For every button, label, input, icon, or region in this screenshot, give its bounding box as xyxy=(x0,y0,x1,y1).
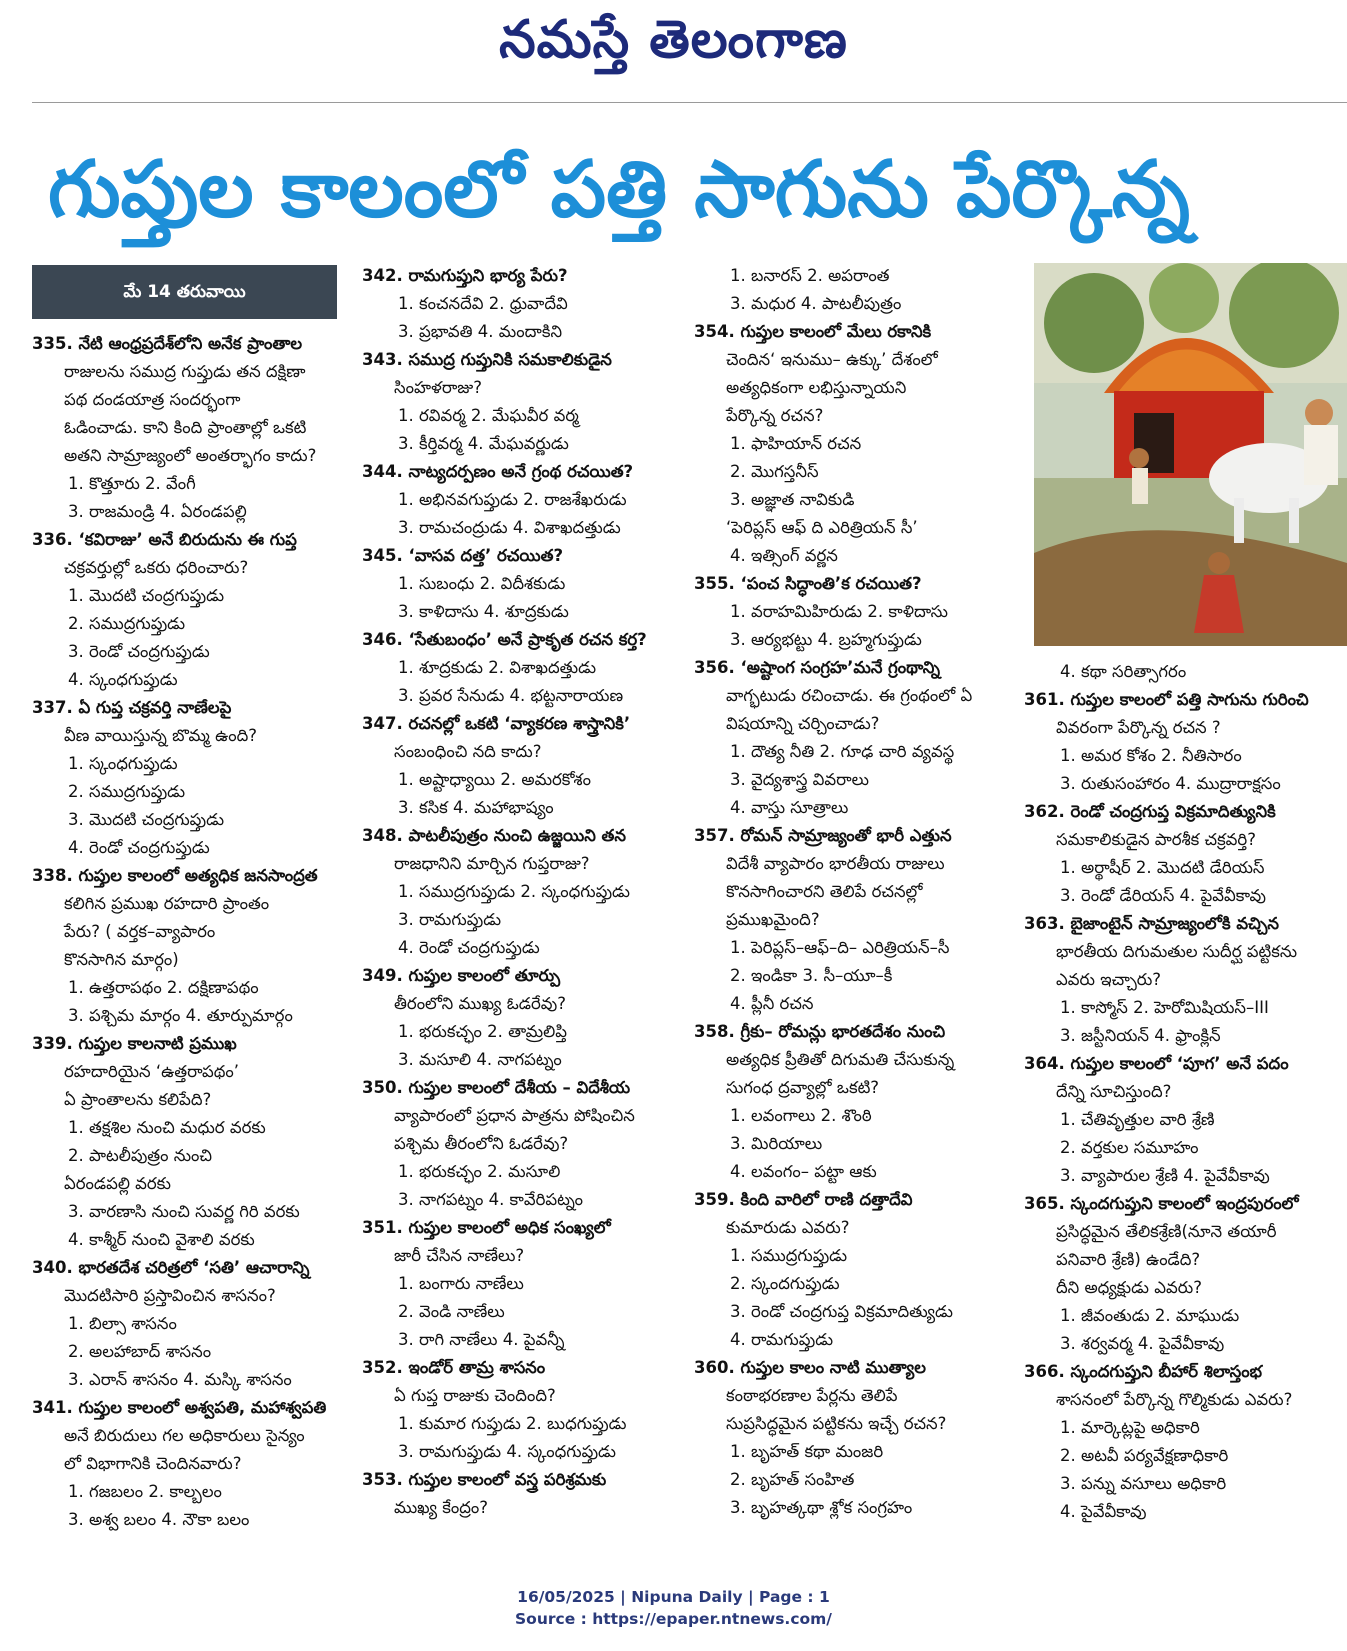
question-continuation: సింహళరాజు? xyxy=(394,378,483,397)
question-continuation: రాజధానిని మార్చిన గుప్తరాజు? xyxy=(394,854,590,873)
answer-option: 1. పెరిప్లస్–ఆఫ్–ది– ఎరిత్రియన్–సీ xyxy=(730,938,950,957)
question-text: 360. గుప్తుల కాలం నాటి ముత్యాల xyxy=(694,1358,926,1377)
question-text: 341. గుప్తుల కాలంలో అశ్వపతి, మహాశ్వపతి xyxy=(32,1398,327,1417)
answer-option: 1. మార్కెట్లపై అధికారి xyxy=(1060,1418,1200,1437)
answer-option: 3. రాగి నాణేలు 4. పైవన్నీ xyxy=(398,1330,565,1349)
question-continuation: ‘పెరిప్లస్ ఆఫ్ ది ఎరిత్రియన్ సీ’ xyxy=(726,518,918,537)
column-2 xyxy=(362,262,672,1522)
answer-option: 4. వాస్తు సూత్రాలు xyxy=(730,798,849,817)
headline: గుప్తుల కాలంలో పత్తి సాగును పేర్కొన్న xyxy=(48,145,1190,235)
question-text: 347. రచనల్లో ఒకటి ‘వ్యాకరణ శాస్త్రానికి’ xyxy=(362,714,631,733)
question-continuation: సుప్రసిద్ధమైన పట్టికను ఇచ్చే రచన? xyxy=(726,1414,947,1433)
answer-option: 4. రెండో చంద్రగుప్తుడు xyxy=(68,838,210,857)
answer-option: 3. రుతుసంహారం 4. ముద్రారాక్షసం xyxy=(1060,774,1281,793)
question-text: 339. గుప్తుల కాలనాటి ప్రముఖ xyxy=(32,1034,237,1053)
question-continuation: వాగ్భటుడు రచించాడు. ఈ గ్రంథంలో ఏ xyxy=(726,686,973,705)
masthead-logo: నమస్తే తెలంగాణ xyxy=(499,10,848,70)
answer-option: 3. పశ్చిమ మార్గం 4. తూర్పుమార్గం xyxy=(68,1006,293,1025)
question-continuation: మొదటిసారి ప్రస్తావించిన శాసనం? xyxy=(64,1286,276,1305)
question-continuation: కుమారుడు ఎవరు? xyxy=(726,1218,850,1237)
question-continuation: విషయాన్ని చర్చించాడు? xyxy=(726,714,880,733)
footer xyxy=(0,1586,1347,1630)
answer-option: 3. రాజమండ్రి 4. ఏరండపల్లి xyxy=(68,502,247,521)
answer-option: 3. ప్రవర సేనుడు 4. భట్టనారాయణ xyxy=(398,686,624,705)
question-continuation: భారతీయ దిగుమతుల సుదీర్ఘ పట్టికను xyxy=(1056,942,1298,961)
masthead xyxy=(0,0,1347,90)
question-continuation: అతని సామ్రాజ్యంలో అంతర్భాగం కాదు? xyxy=(64,446,317,465)
answer-option: 3. వ్యాపారుల శ్రేణి 4. పైవేవీకావు xyxy=(1060,1166,1270,1185)
question-text: 337. ఏ గుప్త చక్రవర్తి నాణేలపై xyxy=(32,698,232,717)
answer-option: 3. నాగపట్నం 4. కావేరిపట్నం xyxy=(398,1190,583,1209)
answer-option: 2. మొగస్తనీస్ xyxy=(730,462,819,481)
question-continuation: రాజులను సముద్ర గుప్తుడు తన దక్షిణా xyxy=(64,362,306,381)
answer-option: 3. మధుర 4. పాటలీపుత్రం xyxy=(730,294,902,313)
answer-option: 3. ఎరాన్ శాసనం 4. మస్కి శాసనం xyxy=(68,1370,292,1389)
answer-option: 2. స్కందగుప్తుడు xyxy=(730,1274,840,1293)
answer-option: 2. అటవీ పర్యవేక్షణాధికారి xyxy=(1060,1446,1229,1465)
question-continuation: వీణ వాయిస్తున్న బొమ్మ ఉంది? xyxy=(64,726,258,745)
question-text: 361. గుప్తుల కాలంలో పత్తి సాగును గురించి xyxy=(1024,690,1309,709)
answer-option: 3. రామగుప్తుడు xyxy=(398,910,502,929)
answer-option: 1. జీవంతుడు 2. మాఘుడు xyxy=(1060,1306,1240,1325)
answer-option: 3. బృహత్కథా శ్లోక సంగ్రహం xyxy=(730,1498,913,1517)
question-continuation: ఏ గుప్త రాజుకు చెందింది? xyxy=(394,1386,556,1405)
answer-option: 2. సముద్రగుప్తుడు xyxy=(68,782,186,801)
answer-option: 4. ఇత్సింగ్ వర్ణన xyxy=(730,546,838,565)
answer-option: 3. జస్టీనియన్ 4. ఫ్రాంక్లిన్ xyxy=(1060,1026,1221,1045)
answer-option: 4. కథా సరిత్సాగరం xyxy=(1060,662,1187,681)
question-text: 344. నాట్యదర్పణం అనే గ్రంథ రచయిత? xyxy=(362,462,634,481)
question-continuation: పశ్చిమ తీరంలోని ఓడరేవు? xyxy=(394,1134,569,1153)
question-text: 351. గుప్తుల కాలంలో అధిక సంఖ్యలో xyxy=(362,1218,611,1237)
question-continuation: ముఖ్య కేంద్రం? xyxy=(394,1498,488,1517)
answer-option: 1. కుమార గుప్తుడు 2. బుధగుప్తుడు xyxy=(398,1414,627,1433)
answer-option: 1. గజబలం 2. కాల్బలం xyxy=(68,1482,222,1501)
answer-option: 1. సముద్రగుప్తుడు xyxy=(730,1246,848,1265)
answer-option: 3. రెండో చంద్రగుప్తుడు xyxy=(68,642,210,661)
question-text: 350. గుప్తుల కాలంలో దేశీయ – విదేశీయ xyxy=(362,1078,631,1097)
answer-option: 1. వరాహమిహిరుడు 2. కాళిదాసు xyxy=(730,602,948,621)
answer-option: 3. కసిక 4. మహాభాష్యం xyxy=(398,798,554,817)
question-text: 355. ‘పంచ సిద్ధాంతి’క రచయిత? xyxy=(694,574,922,593)
question-text: 342. రామగుప్తుని భార్య పేరు? xyxy=(362,266,568,285)
question-text: 336. ‘కవిరాజు’ అనే బిరుదును ఈ గుప్త xyxy=(32,530,297,549)
answer-option: 3. రామగుప్తుడు 4. స్కంధగుప్తుడు xyxy=(398,1442,616,1461)
answer-option: 1. దౌత్య నీతి 2. గూఢ చారి వ్యవస్థ xyxy=(730,742,955,761)
question-continuation: కొనసాగించారని తెలిపే రచనల్లో xyxy=(726,882,923,901)
question-continuation: కొనసాగిన మార్గం) xyxy=(64,950,179,969)
question-continuation: సంబంధించి నది కాదు? xyxy=(394,742,542,761)
answer-option: 1. చేతివృత్తుల వారి శ్రేణి xyxy=(1060,1110,1215,1129)
question-text: 357. రోమన్ సామ్రాజ్యంతో భారీ ఎత్తున xyxy=(694,826,952,845)
question-text: 349. గుప్తుల కాలంలో తూర్పు xyxy=(362,966,561,985)
answer-option: 4. పైవేవీకావు xyxy=(1060,1502,1147,1521)
footer-source-line: Source : https://epaper.ntnews.com/ xyxy=(515,1610,832,1628)
question-text: 340. భారతదేశ చరిత్రలో ‘సతి’ ఆచారాన్ని xyxy=(32,1258,310,1277)
question-text: 358. గ్రీకు– రోమన్లు భారతదేశం నుంచి xyxy=(694,1022,946,1041)
answer-option: 4. లవంగం– పట్టా ఆకు xyxy=(730,1162,877,1181)
question-text: 356. ‘అష్టాంగ సంగ్రహ’మనే గ్రంథాన్ని xyxy=(694,658,940,677)
question-continuation: సుగంధ ద్రవ్యాల్లో ఒకటి? xyxy=(726,1078,880,1097)
question-continuation: పథ దండయాత్ర సందర్భంగా xyxy=(64,390,241,409)
answer-option: 1. మొదటి చంద్రగుప్తుడు xyxy=(68,586,225,605)
answer-option: 2. సముద్రగుప్తుడు xyxy=(68,614,186,633)
question-continuation: విదేశీ వ్యాపారం భారతీయ రాజులు xyxy=(726,854,945,873)
answer-option: 1. కంచనదేవి 2. ధ్రువాదేవి xyxy=(398,294,568,313)
question-continuation: చెందిన‘ ఇనుము– ఉక్కు’ దేశంలో xyxy=(726,350,938,369)
question-text: 366. స్కందగుప్తుని బీహార్ శిలాస్తంభ xyxy=(1024,1362,1262,1381)
answer-option: 1. కొత్తూరు 2. వేంగీ xyxy=(68,474,196,493)
answer-option: 1. సుబంధు 2. విదీశకుడు xyxy=(398,574,566,593)
answer-option: 2. ఇండికా 3. సీ–యూ–కీ xyxy=(730,966,893,985)
question-text: 348. పాటలీపుత్రం నుంచి ఉజ్జయిని తన xyxy=(362,826,626,845)
answer-option: 1. బంగారు నాణేలు xyxy=(398,1274,524,1293)
answer-option: 3. ఆర్యభట్టు 4. బ్రహ్మగుప్తుడు xyxy=(730,630,922,649)
question-continuation: పనివారి శ్రేణి) ఉండేది? xyxy=(1056,1250,1201,1269)
question-text: 345. ‘వాసవ దత్త’ రచయిత? xyxy=(362,546,564,565)
answer-option: 3. రెండో చంద్రగుప్త విక్రమాదిత్యుడు xyxy=(730,1302,953,1321)
answer-option: 3. అజ్ఞాత నావికుడి xyxy=(730,490,855,509)
answer-option: 1. బనారస్ 2. అపరాంత xyxy=(730,266,890,285)
question-text: 353. గుప్తుల కాలంలో వస్త్ర పరిశ్రమకు xyxy=(362,1470,607,1489)
question-continuation: కంఠాభరణాల పేర్లను తెలిపే xyxy=(726,1386,898,1405)
answer-option: 4. రామగుప్తుడు xyxy=(730,1330,834,1349)
answer-option: 3. వైద్యశాస్త్ర వివరాలు xyxy=(730,770,870,789)
answer-option: 3. మసూలి 4. నాగపట్నం xyxy=(398,1050,562,1069)
answer-option: 3. రామచంద్రుడు 4. విశాఖదత్తుడు xyxy=(398,518,621,537)
answer-option: 4. రెండో చంద్రగుప్తుడు xyxy=(398,938,540,957)
answer-option: 4. స్కంధగుప్తుడు xyxy=(68,670,178,689)
answer-option: 1. భరుకచ్ఛం 2. తామ్రలిప్తి xyxy=(398,1022,567,1041)
answer-option: 1. లవంగాలు 2. శొంఠి xyxy=(730,1106,872,1125)
answer-option: 1. శూద్రకుడు 2. విశాఖదత్తుడు xyxy=(398,658,597,677)
answer-option: 3. శర్వవర్మ 4. పైవేవీకావు xyxy=(1060,1334,1225,1353)
question-continuation: ఓడించాడు. కాని కింది ప్రాంతాల్లో ఒకటి xyxy=(64,418,307,437)
answer-option: 1. ఉత్తరాపథం 2. దక్షిణాపథం xyxy=(68,978,259,997)
question-continuation: అత్యధికంగా లభిస్తున్నాయని xyxy=(726,378,907,397)
question-continuation: దేన్ని సూచిస్తుంది? xyxy=(1056,1082,1172,1101)
question-text: 335. నేటి ఆంధ్రప్రదేశ్‌లోని అనేక ప్రాంతాల xyxy=(32,334,303,353)
answer-option: 1. తక్షశిల నుంచి మధుర వరకు xyxy=(68,1118,266,1137)
column-4 xyxy=(1024,658,1344,1526)
answer-option: 2. పాటలీపుత్రం నుంచి xyxy=(68,1146,213,1165)
answer-option: 1. అర్థాషీర్ 2. మొదటి డేరియస్ xyxy=(1060,858,1265,877)
question-text: 352. ఇండోర్ తామ్ర శాసనం xyxy=(362,1358,546,1377)
question-continuation: జారీ చేసిన నాణేలు? xyxy=(394,1246,525,1265)
question-continuation: శాసనంలో పేర్కొన్న గొల్మికుడు ఎవరు? xyxy=(1056,1390,1293,1409)
question-continuation: ప్రసిద్ధమైన తేలికశ్రేణి(నూనె తయారీ xyxy=(1056,1222,1277,1241)
answer-option: 3. మిరియాలు xyxy=(730,1134,823,1153)
answer-option: 3. కీర్తివర్మ 4. మేఘవర్ణుడు xyxy=(398,434,569,453)
answer-option: 2. బృహత్ సంహిత xyxy=(730,1470,855,1489)
question-continuation: అనే బిరుదులు గల అధికారులు సైన్యం xyxy=(64,1426,305,1445)
answer-option: 3. వారణాసి నుంచి సువర్ణ గిరి వరకు xyxy=(68,1202,300,1221)
question-text: 362. రెండో చంద్రగుప్త విక్రమాదిత్యునికి xyxy=(1024,802,1276,821)
question-continuation: ఏరండపల్లి వరకు xyxy=(64,1174,172,1193)
question-continuation: పేర్కొన్న రచన? xyxy=(726,406,824,425)
question-continuation: ప్రముఖమైంది? xyxy=(726,910,820,929)
answer-option: 4. ప్లీనీ రచన xyxy=(730,994,814,1013)
answer-option: 4. కాశ్మీర్ నుంచి వైశాలి వరకు xyxy=(68,1230,255,1249)
question-continuation: వ్యాపారంలో ప్రధాన పాత్రను పోషించిన xyxy=(394,1106,635,1125)
answer-option: 1. బిల్సా శాసనం xyxy=(68,1314,177,1333)
question-continuation: దీని అధ్యక్షుడు ఎవరు? xyxy=(1056,1278,1202,1297)
answer-option: 1. అష్టాధ్యాయి 2. అమరకోశం xyxy=(398,770,591,789)
answer-option: 3. అశ్వ బలం 4. నౌకా బలం xyxy=(68,1510,250,1529)
answer-option: 3. మొదటి చంద్రగుప్తుడు xyxy=(68,810,225,829)
question-continuation: కలిగిన ప్రముఖ రహదారి ప్రాంతం xyxy=(64,894,270,913)
question-text: 338. గుప్తుల కాలంలో అత్యధిక జనసాంద్రత xyxy=(32,866,318,885)
illustration-image xyxy=(1034,263,1347,646)
question-text: 343. సముద్ర గుప్తునికి సమకాలికుడైన xyxy=(362,350,612,369)
answer-option: 3. కాళిదాసు 4. శూద్రకుడు xyxy=(398,602,569,621)
question-continuation: ఎవరు ఇచ్చారు? xyxy=(1056,970,1162,989)
answer-option: 2. అలహాబాద్ శాసనం xyxy=(68,1342,212,1361)
column-3 xyxy=(694,262,1012,1522)
question-continuation: రహదారియైన ‘ఉత్తరాపథం’ xyxy=(64,1062,240,1081)
question-text: 354. గుప్తుల కాలంలో మేలు రకానికి xyxy=(694,322,932,341)
answer-option: 2. వర్తకుల సమూహం xyxy=(1060,1138,1199,1157)
answer-option: 1. స్కంధగుప్తుడు xyxy=(68,754,178,773)
question-continuation: పేరు? ( వర్తక–వ్యాపారం xyxy=(64,922,216,941)
answer-option: 1. రవివర్మ 2. మేఘవీర వర్మ xyxy=(398,406,579,425)
question-text: 359. కింది వారిలో రాణి దత్తాదేవి xyxy=(694,1190,913,1209)
village-painting-icon xyxy=(1034,263,1347,646)
answer-option: 3. పన్ను వసూలు అధికారి xyxy=(1060,1474,1227,1493)
answer-option: 2. వెండి నాణేలు xyxy=(398,1302,505,1321)
question-continuation: అత్యధిక ప్రీతితో దిగుమతి చేసుకున్న xyxy=(726,1050,955,1069)
question-continuation: చక్రవర్తుల్లో ఒకరు ధరించారు? xyxy=(64,558,249,577)
answer-option: 3. రెండో డేరియస్ 4. పైవేవీకావు xyxy=(1060,886,1266,905)
answer-option: 1. సముద్రగుప్తుడు 2. స్కంధగుప్తుడు xyxy=(398,882,630,901)
answer-option: 1. బృహత్ కథా మంజరి xyxy=(730,1442,884,1461)
question-continuation: లో విభాగానికి చెందినవారు? xyxy=(64,1454,242,1473)
answer-option: 1. కాస్మోస్ 2. హెరోమిషియస్–III xyxy=(1060,998,1269,1017)
question-text: 363. బైజాంటైన్ సామ్రాజ్యంలోకి వచ్చిన xyxy=(1024,914,1279,933)
answer-option: 1. అభినవగుప్తుడు 2. రాజశేఖరుడు xyxy=(398,490,627,509)
masthead-divider xyxy=(32,102,1347,103)
question-continuation: సమకాలికుడైన పారశీక చక్రవర్తి? xyxy=(1056,830,1256,849)
question-continuation: ఏ ప్రాంతాలను కలిపేది? xyxy=(64,1090,212,1109)
question-text: 365. స్కందగుప్తుని కాలంలో ఇంద్రపురంలో xyxy=(1024,1194,1299,1213)
answer-option: 3. ప్రభావతి 4. మందాకిని xyxy=(398,322,563,341)
question-text: 346. ‘సేతుబంధం’ అనే ప్రాకృత రచన కర్త? xyxy=(362,630,647,649)
question-continuation: తీరంలోని ముఖ్య ఓడరేవు? xyxy=(394,994,566,1013)
answer-option: 1. భరుకచ్ఛం 2. మసూలి xyxy=(398,1162,561,1181)
answer-option: 1. ఫాహియాన్ రచన xyxy=(730,434,862,453)
question-text: 364. గుప్తుల కాలంలో ‘పూగ’ అనే పదం xyxy=(1024,1054,1289,1073)
footer-date-line: 16/05/2025 | Nipuna Daily | Page : 1 xyxy=(517,1588,830,1606)
column-1 xyxy=(32,330,342,1534)
question-continuation: వివరంగా పేర్కొన్న రచన ? xyxy=(1056,718,1221,737)
continuation-banner: మే 14 తరువాయి xyxy=(32,265,337,319)
answer-option: 1. అమర కోశం 2. నీతిసారం xyxy=(1060,746,1242,765)
